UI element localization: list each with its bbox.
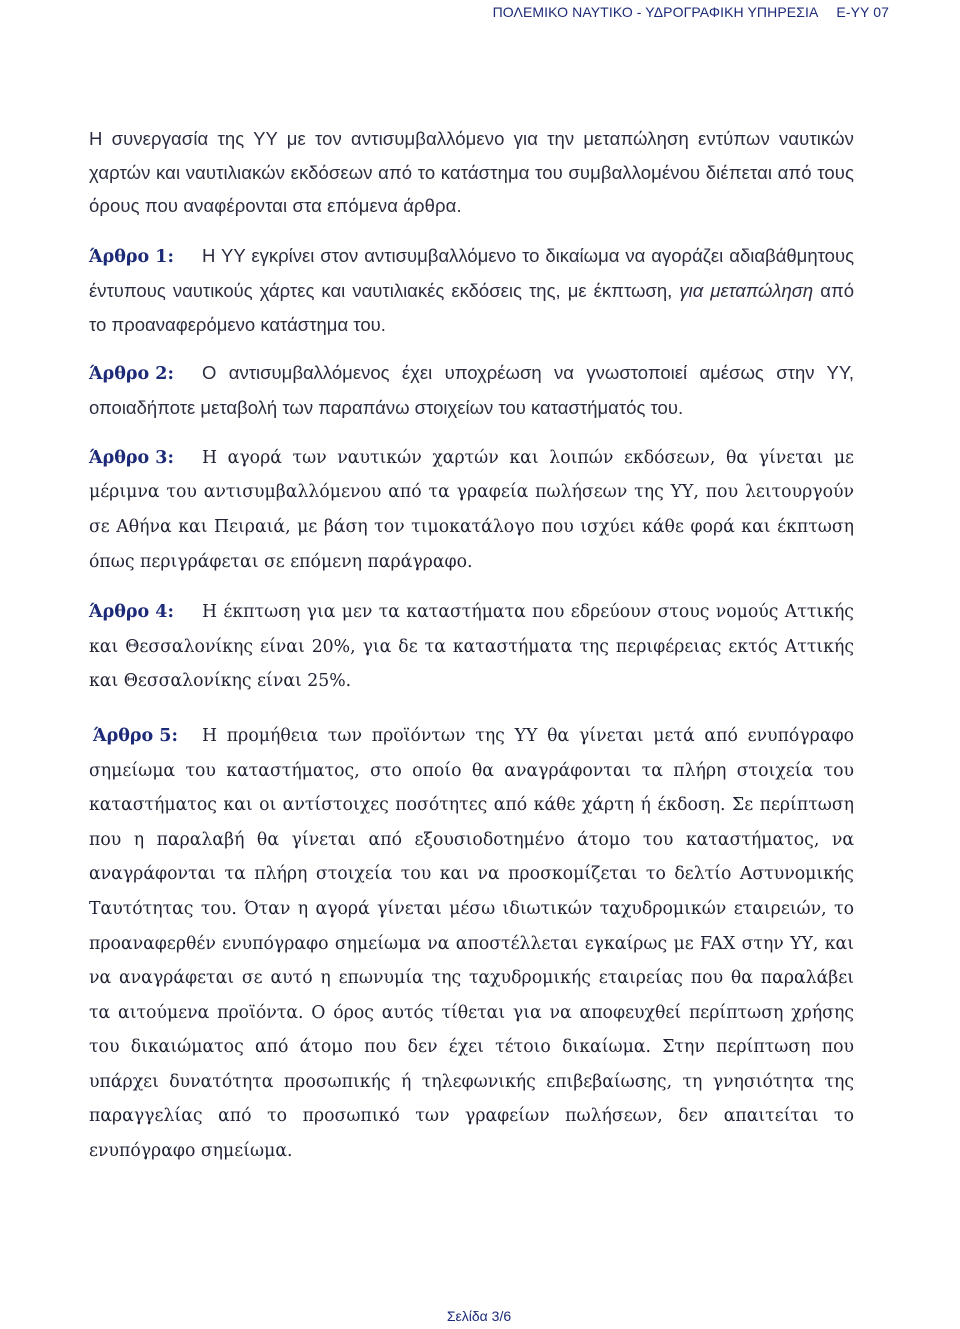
article-4-label: Άρθρο 4: [89, 602, 174, 623]
article-3-text: Η αγορά των ναυτικών χαρτών και λοιπών εκδόσεων, θα γίνεται με μέριμνα του αντισυμβαλλόμενου από τα γραφεία πωλήσεων της ΥΥ, που λειτουργούν σε Αθήνα και Πειραιά, με βάση τον τιμοκατάλογο που ισχύει κάθε φορά και έκπτωση όπως περιγράφεται σε επόμενη παράγραφο. [89, 447, 854, 572]
document-body [89, 122, 854, 1187]
intro-paragraph: Η συνεργασία της ΥΥ με τον αντισυμβαλλόμενο για την μεταπώληση εντύπων ναυτικών χαρτών και ναυτιλιακών εκδόσεων από το κατάστημα του συμβαλλομένου διέπεται από τους όρους που αναφέρονται στα επόμενα άρθρα. [89, 128, 854, 217]
article-1-text-italic: για μεταπώληση [679, 279, 814, 301]
header-organization: ΠΟΛΕΜΙΚΟ ΝΑΥΤΙΚΟ - ΥΔΡΟΓΡΑΦΙΚΗ ΥΠΗΡΕΣΙΑ [492, 4, 819, 20]
article-1-text-after: από το προαναφερόμενο κατάστημα του. [89, 279, 854, 335]
article-2-label: Άρθρο 2: [89, 363, 174, 384]
header-document-code: Ε-ΥΥ 07 [836, 4, 889, 20]
article-4 [89, 595, 854, 699]
page-footer [0, 1308, 960, 1324]
article-3-label: Άρθρο 3: [89, 447, 174, 468]
article-3 [89, 441, 854, 579]
article-5-label: Άρθρο 5: [93, 725, 178, 746]
page-number: Σελίδα 3/6 [446, 1308, 512, 1324]
article-1-label: Άρθρο 1: [89, 246, 174, 267]
article-1 [89, 239, 854, 342]
article-5 [89, 719, 854, 1169]
article-2-text: Ο αντισυμβαλλόμενος έχει υποχρέωση να γνωστοποιεί αμέσως στην ΥΥ, οποιαδήποτε μεταβολή των παραπάνω στοιχείων του καταστήματός του. [89, 361, 854, 418]
article-5-text: Η προμήθεια των προϊόντων της ΥΥ θα γίνεται μετά από ενυπόγραφο σημείωμα του καταστήματος, στο οποίο θα αναγράφονται τα πλήρη στοιχεία του καταστήματος και οι αντίστοιχες ποσότητες από κάθε χάρτη ή έκδοση. Σε περίπτωση που η παραλαβή θα γίνεται από εξουσιοδοτημένο άτομο του καταστήματος, να αναγράφονται τα πλήρη στοιχεία του και να προσκομίζεται το δελτίο Αστυνομικής Ταυτότητας του. Όταν η αγορά γίνεται μέσω ιδιωτικών ταχυδρομικών εταιρειών, το προαναφερθέν ενυπόγραφο σημείωμα να αποστέλλεται εγκαίρως με FAX στην ΥΥ, και να αναγράφεται σε αυτό η επωνυμία της ταχυδρομικής εταιρείας που θα παραλάβει τα αιτούμενα προϊόντα. Ο όρος αυτός τίθεται για να αποφευχθεί περίπτωση χρήσης του δικαιώματος από άτομο που δεν έχει τέτοιο δικαίωμα. Στην περίπτωση που υπάρχει δυνατότητα προσωπικής ή τηλεφωνικής επιβεβαίωσης, τη γνησιότητα της παραγγελίας από το προσωπικό των γραφείων πωλήσεων, δεν απαιτείται το ενυπόγραφο σημείωμα. [89, 725, 854, 1162]
article-2 [89, 356, 854, 425]
article-4-text: Η έκπτωση για μεν τα καταστήματα που εδρεύουν στους νομούς Αττικής και Θεσσαλονίκης είναι 20%, για δε τα καταστήματα της περιφέρειας εκτός Αττικής και Θεσσαλονίκης είναι 25%. [89, 602, 854, 692]
page-header [493, 4, 889, 20]
article-1-text-before: Η ΥΥ εγκρίνει στον αντισυμβαλλόμενο το δικαίωμα να αγοράζει αδιαβάθμητους έντυπους ναυτικούς χάρτες και ναυτιλιακές εκδόσεις της, με έκπτωση, [89, 244, 854, 301]
